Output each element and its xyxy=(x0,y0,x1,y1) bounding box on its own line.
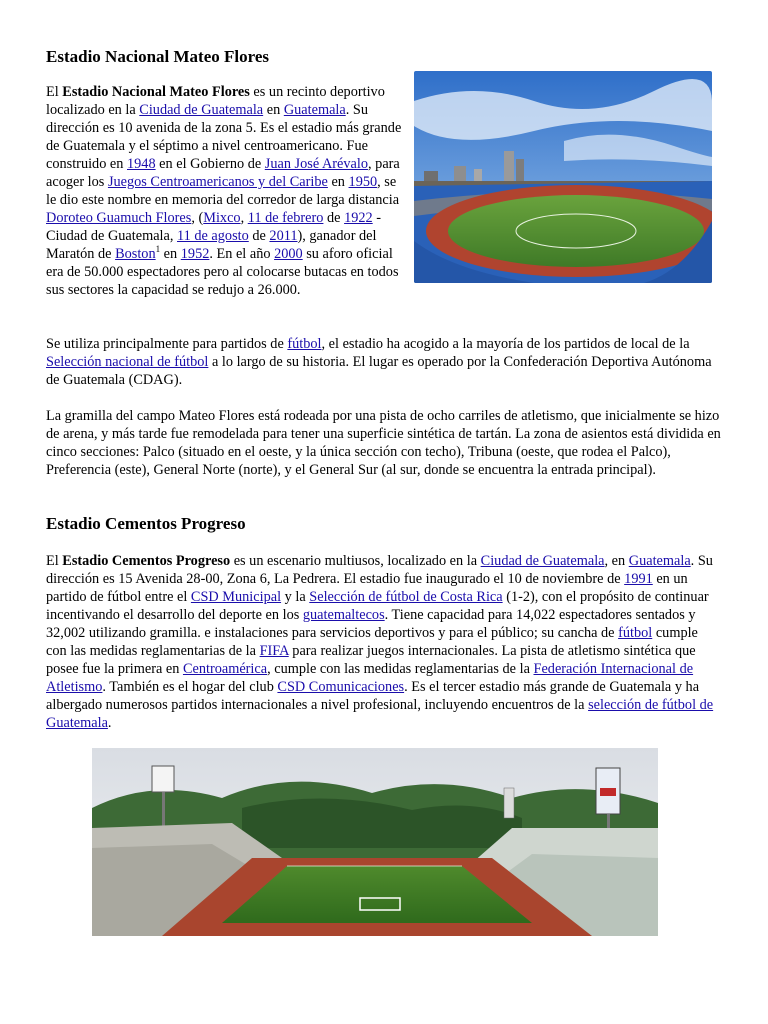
text: a lo largo de su historia. El lugar es operado por la Confederación Deportiva Autónoma de Guatemala (CDAG). xyxy=(46,354,712,388)
text: cumple con las medidas reglamentarias de la xyxy=(46,625,698,659)
text: (1-2), con el propósito de continuar incentivando el desarrollo del deporte en los xyxy=(46,589,709,623)
link-futbol[interactable]: fútbol xyxy=(618,625,653,641)
text: , en xyxy=(604,553,629,569)
link-centroamerica[interactable]: Centroamérica xyxy=(182,661,268,677)
section-title-mateo-flores: Estadio Nacional Mateo Flores xyxy=(46,47,270,66)
text: . Su dirección es 15 Avenida 28-00, Zona 6, La Pedrera. El estadio fue inaugurado el 10 de noviembre de xyxy=(46,553,713,587)
text: Se utiliza principalmente para partidos de xyxy=(46,336,288,352)
link-csd-comunicaciones[interactable]: CSD Comunicaciones xyxy=(277,679,405,695)
link-guatemala[interactable]: Guatemala xyxy=(628,553,691,569)
link-1952[interactable]: 1952 xyxy=(180,246,210,262)
bold-stadium-name: Estadio Nacional Mateo Flores xyxy=(62,84,250,100)
text: su aforo oficial era de 50.000 espectadores pero al colocarse butacas en todos sus sectores la capacidad se redujo a 26.000. xyxy=(46,246,399,298)
text: ), ganador del Maratón de xyxy=(46,228,377,262)
text: de xyxy=(323,210,345,226)
paragraph-mateo-flores-field: La gramilla del campo Mateo Flores está rodeada por una pista de ocho carriles de atletismo, que inicialmente se hizo de arena, y más tarde fue remodelada para tener una superficie sintética de tartán. La zona de asientos está dividida en cinco secciones: Palco (situado en el oeste, y la única sección con techo), Tribuna (oeste, que rodea el Palco), Preferencia (este), General Norte (norte), y el General Sur (al sur, donde se encuentra la entrada principal). xyxy=(46,408,721,478)
link-seleccion-costa-rica[interactable]: Selección de fútbol de Costa Rica xyxy=(309,589,503,605)
text: . Su dirección es 10 avenida de la zona 5. Es el estadio más grande de Guatemala y el séptimo a nivel centroamericano. Fue construido en xyxy=(46,102,402,172)
text: en xyxy=(327,174,349,190)
text: en xyxy=(263,102,284,118)
section-title-cementos-progreso: Estadio Cementos Progreso xyxy=(46,514,246,533)
link-1922[interactable]: 1922 xyxy=(344,210,373,226)
text: . xyxy=(107,715,112,731)
paragraph-cementos-progreso xyxy=(46,552,722,732)
text: , se le dio este nombre en memoria del corredor de larga distancia xyxy=(46,174,400,208)
link-guatemaltecos[interactable]: guatemaltecos xyxy=(302,607,385,623)
link-csd-municipal[interactable]: CSD Municipal xyxy=(190,589,282,605)
photo-estadio-cementos-progreso xyxy=(92,748,658,936)
text: . Es el tercer estadio más grande de Guatemala y ha albergado numerosos partidos internacionales a nivel profesional, incluyendo encuentros de la xyxy=(46,679,700,713)
text: , para acoger los xyxy=(46,156,400,190)
link-11-de-febrero[interactable]: 11 de febrero xyxy=(247,210,324,226)
text: . En el año xyxy=(209,246,275,262)
text: . Tiene capacidad para 14,022 espectadores sentados y 32,002 utilizando gramilla. e instalaciones para servicios deportivos y para el público; su cancha de xyxy=(46,607,696,641)
text: El xyxy=(46,84,63,100)
text: es un recinto deportivo localizado en la xyxy=(46,84,385,118)
link-11-de-agosto[interactable]: 11 de agosto xyxy=(177,228,249,244)
link-boston[interactable]: Boston xyxy=(115,246,156,262)
link-ciudad-de-guatemala[interactable]: Ciudad de Guatemala xyxy=(480,553,605,569)
paragraph-mateo-flores-intro xyxy=(46,83,722,299)
text: , el estadio ha acogido a la mayoría de los partidos de local de la xyxy=(321,336,690,352)
text: en el Gobierno de xyxy=(155,156,265,172)
link-2011[interactable]: 2011 xyxy=(269,228,298,244)
link-1991[interactable]: 1991 xyxy=(624,571,653,587)
footnote-marker[interactable]: 1 xyxy=(155,244,161,255)
link-futbol[interactable]: fútbol xyxy=(287,336,322,352)
link-seleccion-nacional[interactable]: Selección nacional de fútbol xyxy=(46,354,209,370)
text: de xyxy=(248,228,270,244)
link-1950[interactable]: 1950 xyxy=(348,174,378,190)
link-doroteo-guamuch-flores[interactable]: Doroteo Guamuch Flores xyxy=(46,210,192,226)
link-juan-jose-arevalo[interactable]: Juan José Arévalo xyxy=(264,156,369,172)
link-guatemala[interactable]: Guatemala xyxy=(283,102,346,118)
text: , xyxy=(240,210,248,226)
link-juegos-centroamericanos[interactable]: Juegos Centroamericanos y del Caribe xyxy=(107,174,328,190)
link-2000[interactable]: 2000 xyxy=(274,246,303,262)
text: El xyxy=(46,553,63,569)
text: , ( xyxy=(191,210,204,226)
text: en xyxy=(160,246,181,262)
text: , cumple con las medidas reglamentarias de la xyxy=(267,661,534,677)
text: para realizar juegos internacionales. La pista de atletismo sintética que posee fue la primera en xyxy=(46,643,696,677)
link-seleccion-guatemala[interactable]: selección de fútbol de Guatemala xyxy=(46,697,714,731)
link-federacion-atletismo[interactable]: Federación Internacional de Atletismo xyxy=(46,661,694,695)
text: . También es el hogar del club xyxy=(102,679,278,695)
link-mixco[interactable]: Mixco xyxy=(203,210,241,226)
text: y la xyxy=(281,589,310,605)
link-fifa[interactable]: FIFA xyxy=(259,643,289,659)
text: - Ciudad de Guatemala, xyxy=(46,210,382,244)
link-ciudad-de-guatemala[interactable]: Ciudad de Guatemala xyxy=(139,102,264,118)
photo-estadio-mateo-flores xyxy=(414,71,712,283)
bold-stadium-name: Estadio Cementos Progreso xyxy=(62,553,231,569)
paragraph-mateo-flores-usage xyxy=(46,335,722,389)
text: es un escenario multiusos, localizado en la xyxy=(230,553,481,569)
text: en un partido de fútbol entre el xyxy=(46,571,688,605)
link-1948[interactable]: 1948 xyxy=(127,156,156,172)
